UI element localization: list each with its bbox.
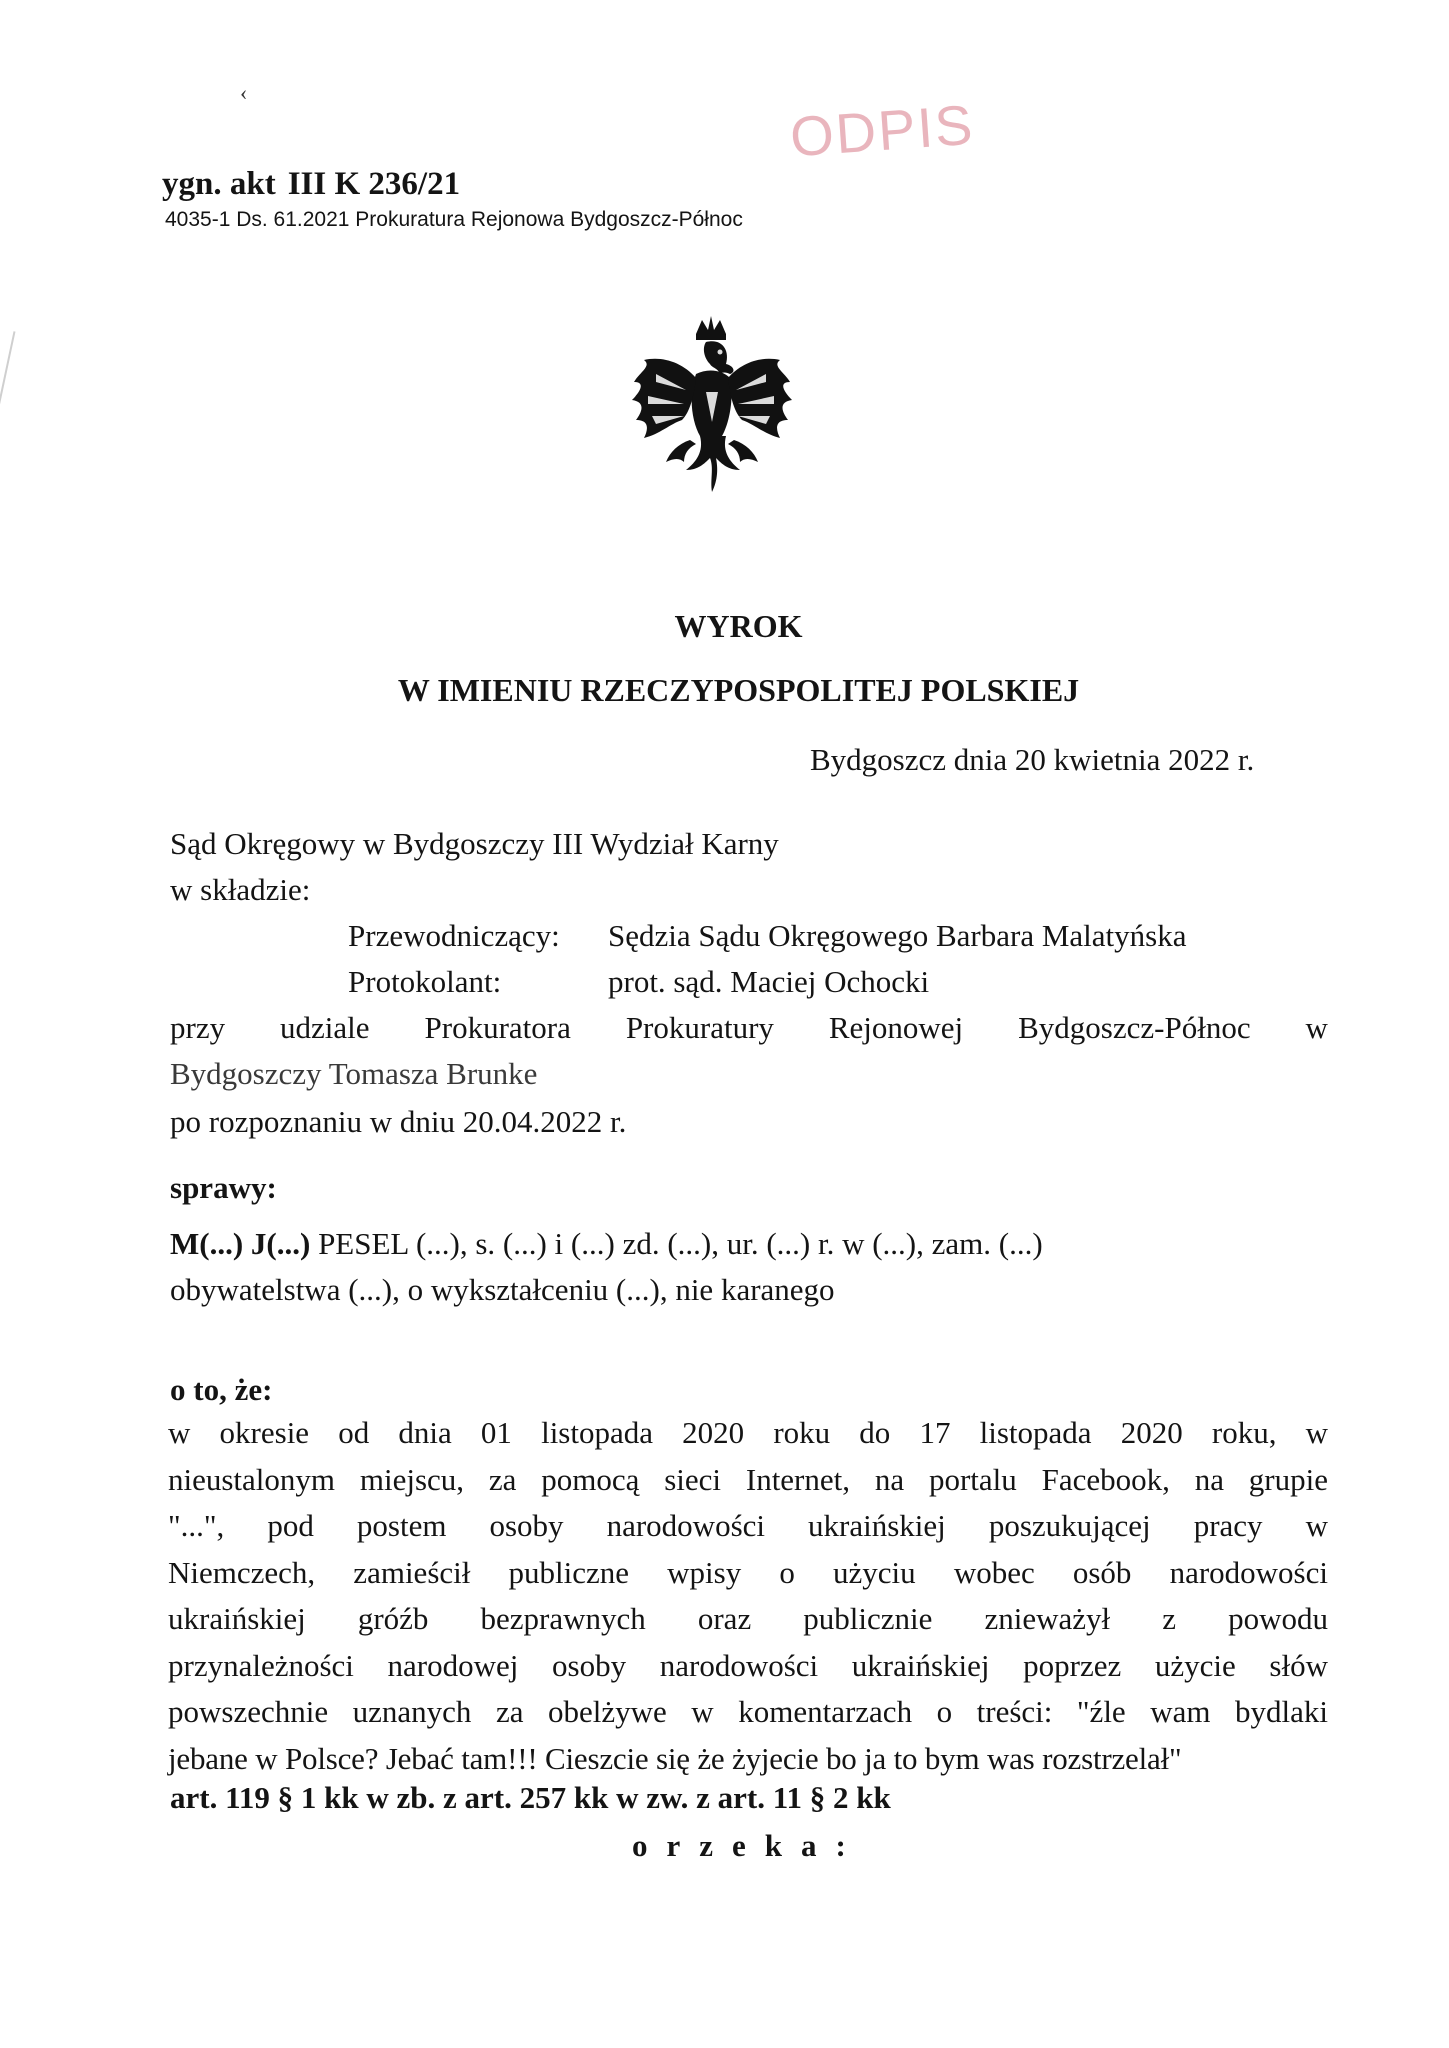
copy-stamp: ODPIS (788, 92, 977, 169)
case-number: III K 236/21 (287, 166, 461, 202)
prosecutor-line-continued: Bydgoszczy Tomasza Brunke (170, 1056, 538, 1091)
corner-mark: ‹ (240, 80, 248, 105)
charge-label: o to, że: (170, 1372, 273, 1407)
chair-label: Przewodniczący: (348, 918, 560, 953)
case-signature-label: ygn. akt (162, 166, 276, 202)
document-subtitle: W IMIENIU RZECZYPOSPOLITEJ POLSKIEJ (397, 672, 1080, 708)
polish-eagle-emblem (626, 312, 796, 497)
case-signature (162, 166, 460, 203)
chair-value: Sędzia Sądu Okręgowego Barbara Malatyńska (608, 918, 1187, 953)
place-and-date: Bydgoszcz dnia 20 kwietnia 2022 r. (810, 742, 1255, 777)
charge-line: Niemczech, zamieścił publiczne wpisy o użyciu wobec osób narodowości (168, 1554, 1328, 1590)
ruling-label: orzeka: (632, 1828, 865, 1863)
charge-line: "...", pod postem osoby narodowości ukraińskiej poszukującej pracy w (168, 1508, 1328, 1543)
prosecutor-word: Rejonowej (828, 1010, 964, 1045)
defendant-details: PESEL (...), s. (...) i (...) zd. (...), ur. (...) r. w (...), zam. (...) (310, 1226, 1043, 1261)
clerk-value: prot. sąd. Maciej Ochocki (608, 964, 930, 999)
prosecutor-word: w (1305, 1010, 1328, 1045)
charge-line: jebane w Polsce? Jebać tam!!! Cieszcie się że żyjecie bo ja to bym was rozstrzelał" (168, 1740, 1182, 1776)
clerk-label: Protokolant: (348, 964, 502, 999)
page-edge-shadow (0, 331, 15, 459)
charge-line: nieustalonym miejscu, za pomocą sieci Internet, na portalu Facebook, na grupie (168, 1461, 1328, 1497)
prosecutor-word: Bydgoszcz-Północ (1018, 1010, 1251, 1045)
document-title: WYROK (674, 608, 803, 644)
charge-text (168, 1410, 1328, 1782)
defendant-line (170, 1226, 1043, 1262)
prosecutor-line (170, 1010, 1328, 1046)
charge-line: przynależności narodowej osoby narodowości ukraińskiej poprzez użycie słów (168, 1647, 1328, 1683)
prosecutor-reference: 4035-1 Ds. 61.2021 Prokuratura Rejonowa Bydgoszcz-Północ (165, 208, 743, 231)
legal-articles: art. 119 § 1 kk w zb. z art. 257 kk w zw. z art. 11 § 2 kk (170, 1780, 891, 1815)
court-name: Sąd Okręgowy w Bydgoszczy III Wydział Karny (170, 826, 779, 861)
defendant-name: M(...) J(...) (170, 1226, 311, 1261)
case-label: sprawy: (170, 1170, 277, 1205)
charge-line: powszechnie uznanych za obelżywe w komentarzach o treści: "źle wam bydlaki (168, 1694, 1328, 1729)
prosecutor-word: udziale (280, 1010, 370, 1045)
charge-line: w okresie od dnia 01 listopada 2020 roku do 17 listopada 2020 roku, w (168, 1415, 1328, 1450)
prosecutor-word: Prokuratora (424, 1010, 571, 1045)
hearing-date: po rozpoznaniu w dniu 20.04.2022 r. (170, 1104, 627, 1139)
prosecutor-word: przy (170, 1010, 226, 1045)
prosecutor-word: Prokuratury (625, 1010, 774, 1045)
composition-label: w składzie: (170, 872, 311, 907)
charge-line: ukraińskiej gróźb bezprawnych oraz publicznie znieważył z powodu (168, 1601, 1328, 1636)
defendant-details-continued: obywatelstwa (...), o wykształceniu (...), nie karanego (170, 1272, 835, 1307)
